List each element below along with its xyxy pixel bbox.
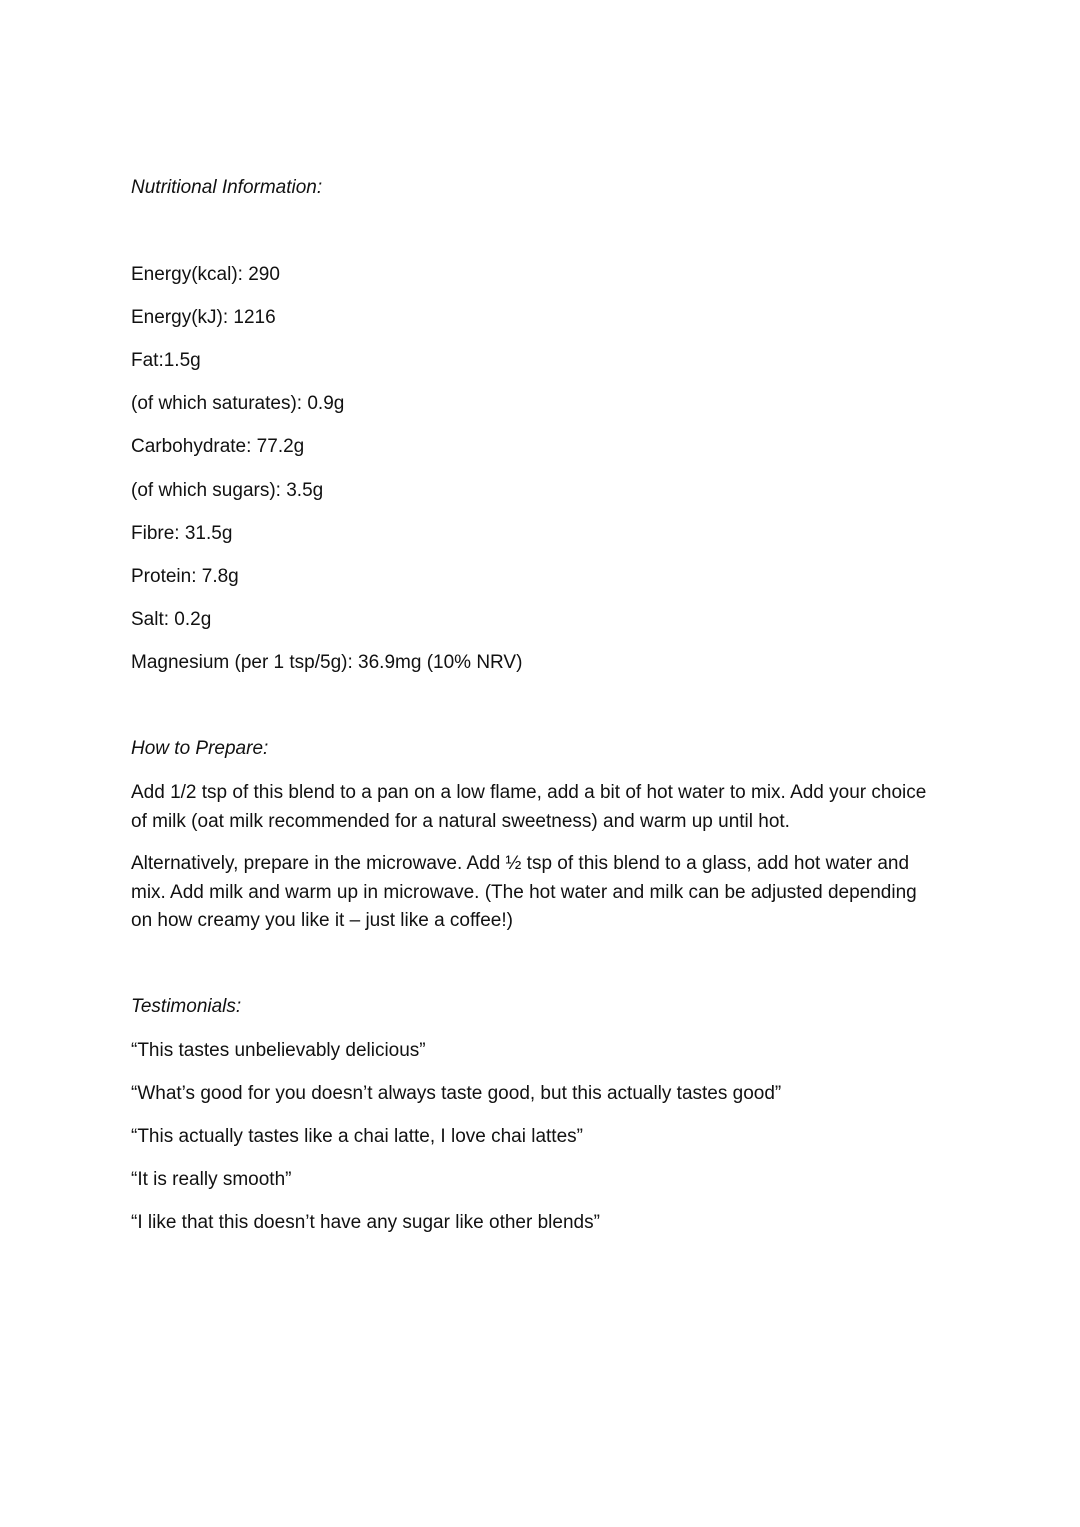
- nutrition-carbohydrate: Carbohydrate: 77.2g: [131, 436, 305, 457]
- testimonial-item: “I like that this doesn’t have any sugar like other blends”: [131, 1212, 600, 1233]
- nutrition-salt: Salt: 0.2g: [131, 609, 212, 630]
- testimonial-item: “This actually tastes like a chai latte, I love chai lattes”: [131, 1126, 583, 1147]
- nutrition-fibre: Fibre: 31.5g: [131, 523, 233, 544]
- nutrition-protein: Protein: 7.8g: [131, 566, 239, 587]
- nutrition-sugars: (of which sugars): 3.5g: [131, 480, 324, 501]
- nutrition-energy-kcal: Energy(kcal): 290: [131, 264, 280, 285]
- nutrition-fat: Fat:1.5g: [131, 350, 201, 371]
- testimonial-item: “It is really smooth”: [131, 1169, 292, 1190]
- nutrition-heading: Nutritional Information:: [131, 177, 323, 198]
- prepare-paragraph-microwave: Alternatively, prepare in the microwave. Add ½ tsp of this blend to a glass, add hot water and mix. Add milk and warm up in microwave. (The hot water and milk can be adjusted depending on how creamy you like it – just like a coffee!): [131, 853, 917, 931]
- prepare-paragraph-pan: Add 1/2 tsp of this blend to a pan on a low flame, add a bit of hot water to mix. Add your choice of milk (oat milk recommended for a natural sweetness) and warm up until hot.: [131, 782, 927, 832]
- prepare-heading: How to Prepare:: [131, 738, 269, 759]
- nutrition-magnesium: Magnesium (per 1 tsp/5g): 36.9mg (10% NRV): [131, 652, 523, 673]
- nutrition-energy-kj: Energy(kJ): 1216: [131, 307, 276, 328]
- testimonial-item: “This tastes unbelievably delicious”: [131, 1040, 426, 1061]
- testimonials-heading: Testimonials:: [131, 996, 242, 1017]
- nutrition-saturates: (of which saturates): 0.9g: [131, 393, 345, 414]
- testimonial-item: “What’s good for you doesn’t always taste good, but this actually tastes good”: [131, 1083, 782, 1104]
